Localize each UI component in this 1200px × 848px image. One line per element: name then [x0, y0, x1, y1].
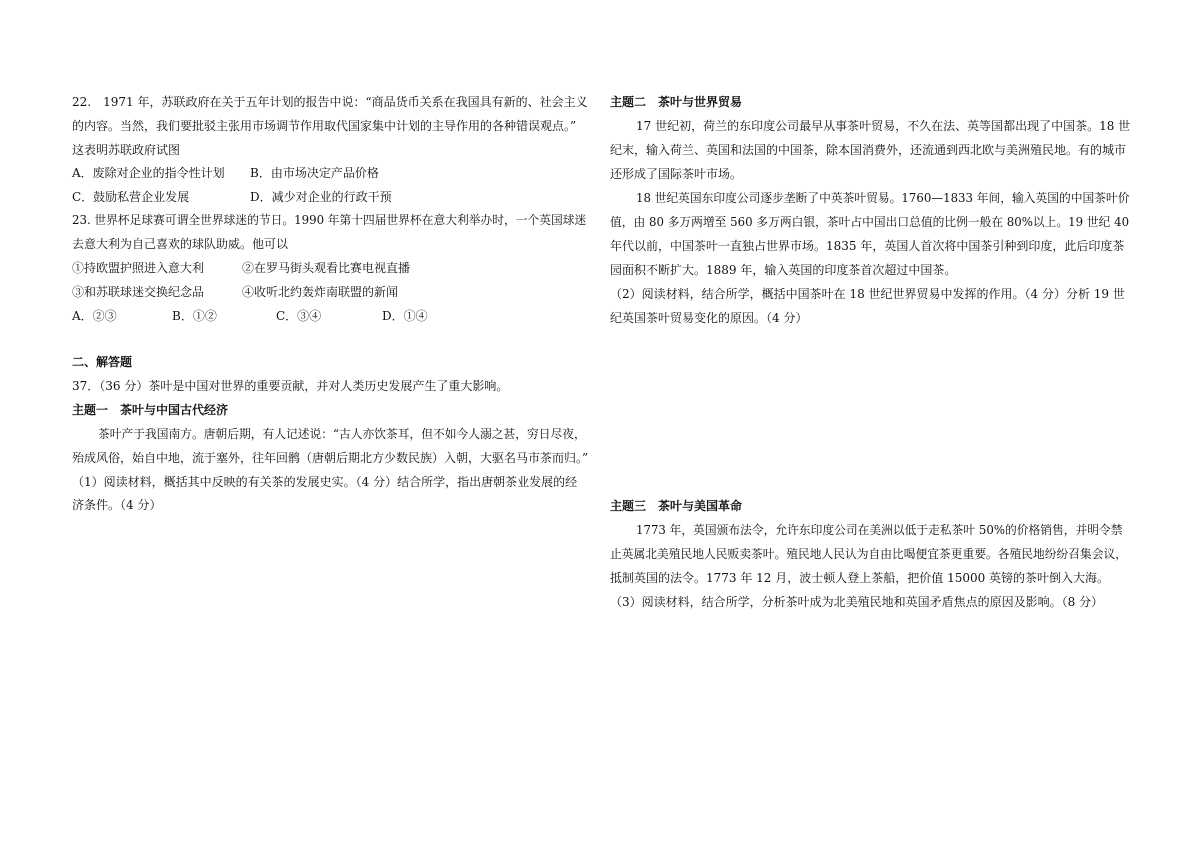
q23-stem-line-1: 23. 世界杯足球赛可谓全世界球迷的节日。1990 年第十四届世界杯在意大利举办时，一个英国球迷	[72, 213, 587, 227]
q23-option-d: D．①④	[382, 309, 428, 323]
theme-3-title: 主题三 茶叶与美国革命	[610, 499, 743, 513]
q22-option-c: C．鼓励私营企业发展	[72, 190, 190, 204]
theme-2-material-line-2: 纪末，输入荷兰、英国和法国的中国茶，除本国消费外，还流通到西北欧与美洲殖民地。有的城市	[610, 143, 1127, 157]
theme-3-material-line-2: 止英属北美殖民地人民贩卖茶叶。殖民地人民认为自由比喝便宜茶更重要。各殖民地纷纷召集会议，	[610, 547, 1127, 561]
theme-1-title: 主题一 茶叶与中国古代经济	[72, 403, 229, 417]
q23-statement-2: ②在罗马街头观看比赛电视直播	[242, 261, 411, 275]
q37-intro: 37．（36 分）茶叶是中国对世界的重要贡献，并对人类历史发展产生了重大影响。	[72, 379, 509, 393]
theme-1-material-line-2: 殆成风俗，始自中地，流于塞外，往年回鹘（唐朝后期北方少数民族）入朝，大驱名马市茶而归。”	[72, 451, 589, 465]
q22-option-b: B．由市场决定产品价格	[250, 166, 379, 180]
theme-3-question: （3）阅读材料，结合所学，分析茶叶成为北美殖民地和英国矛盾焦点的原因及影响。（8 分）	[610, 595, 1104, 609]
q22-stem-line-1: 22. 1971 年，苏联政府在关于五年计划的报告中说：“商品货币关系在我国具有新的、社会主义	[72, 95, 588, 109]
q23-option-b: B．①②	[172, 309, 217, 323]
theme-2-question-line-1: （2）阅读材料，结合所学，概括中国茶叶在 18 世纪世界贸易中发挥的作用。（4 分）分析 19 世	[610, 287, 1125, 301]
q22-stem-line-3: 这表明苏联政府试图	[72, 143, 181, 157]
q22-option-a: A．废除对企业的指令性计划	[72, 166, 225, 180]
theme-2-material-line-3: 还形成了国际茶叶市场。	[610, 167, 743, 181]
q22-stem-line-2: 的内容。当然，我们要批驳主张用市场调节作用取代国家集中计划的主导作用的各种错误观点。”	[72, 119, 577, 133]
q23-option-a: A．②③	[72, 309, 117, 323]
theme-2-material-line-5: 值，由 80 多万两增至 560 多万两白银，茶叶占中国出口总值的比例一般在 80%以上。19 世纪 40	[610, 215, 1130, 229]
theme-1-question-line-1: （1）阅读材料，概括其中反映的有关茶的发展史实。（4 分）结合所学，指出唐朝茶业发展的经	[72, 475, 578, 489]
section-heading: 二、解答题	[72, 355, 133, 369]
theme-3-material-line-3: 抵制英国的法令。1773 年 12 月，波士顿人登上茶船，把价值 15000 英镑的茶叶倒入大海。	[610, 571, 1110, 585]
q23-statement-3: ③和苏联球迷交换纪念品	[72, 285, 205, 299]
q22-option-d: D．减少对企业的行政干预	[250, 190, 392, 204]
theme-1-question-line-2: 济条件。（4 分）	[72, 498, 162, 512]
theme-2-material-line-1: 17 世纪初，荷兰的东印度公司最早从事茶叶贸易，不久在法、英等国都出现了中国茶。18 世	[636, 119, 1131, 133]
theme-3-material-line-1: 1773 年，英国颁布法令，允许东印度公司在美洲以低于走私茶叶 50%的价格销售，并明令禁	[636, 523, 1123, 537]
theme-2-material-line-7: 园面积不断扩大。1889 年，输入英国的印度茶首次超过中国茶。	[610, 263, 957, 277]
theme-2-material-line-4: 18 世纪英国东印度公司逐步垄断了中英茶叶贸易。1760—1833 年间，输入英国的中国茶叶价	[636, 191, 1130, 205]
theme-1-material-line-1: 茶叶产于我国南方。唐朝后期，有人记述说：“古人亦饮茶耳，但不如今人溺之甚，穷日尽夜，	[98, 427, 586, 441]
q23-statement-4: ④收听北约轰炸南联盟的新闻	[242, 285, 399, 299]
theme-2-title: 主题二 茶叶与世界贸易	[610, 95, 743, 109]
q23-stem-line-2: 去意大利为自己喜欢的球队助威。他可以	[72, 237, 289, 251]
theme-2-material-line-6: 年代以前，中国茶叶一直独占世界市场。1835 年，英国人首次将中国茶引种到印度，此后印度茶	[610, 239, 1125, 253]
q23-statement-1: ①持欧盟护照进入意大利	[72, 261, 205, 275]
q23-option-c: C．③④	[276, 309, 322, 323]
theme-2-question-line-2: 纪英国茶叶贸易变化的原因。（4 分）	[610, 311, 808, 325]
